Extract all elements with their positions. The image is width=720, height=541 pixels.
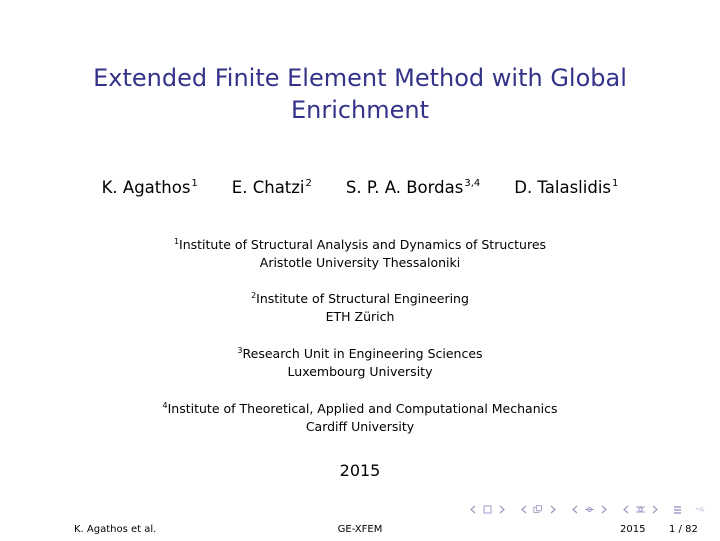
author: D. Talaslidis$^1$	[514, 178, 619, 197]
footer-date: 2015	[620, 524, 646, 535]
presentation-year: 2015	[339, 461, 381, 480]
nav-search-icon[interactable]	[695, 504, 706, 515]
affiliation: $^3$Research Unit in Engineering Sciences Luxembourg University	[237, 346, 483, 379]
nav-first-icon[interactable]	[468, 504, 479, 515]
slide-footer	[0, 518, 720, 541]
footer-author: K. Agathos et al.	[74, 524, 157, 535]
slide-title: Extended Finite Element Method with Global Enrichment	[93, 64, 627, 124]
nav-align-icon[interactable]	[672, 504, 683, 515]
nav-next-icon[interactable]	[519, 504, 530, 515]
nav-subsection-icon[interactable]	[584, 504, 595, 515]
nav-subsection-next-icon[interactable]	[598, 504, 609, 515]
nav-frame-icon[interactable]	[496, 504, 507, 515]
author: S. P. A. Bordas$^{3,4}$	[345, 178, 481, 197]
author: K. Agathos$^1$	[101, 178, 198, 197]
nav-frame-stack-icon[interactable]	[533, 504, 544, 515]
affiliation: $^1$Institute of Structural Analysis and Dynamics of Structures Aristotle University Thessaloniki	[173, 237, 547, 270]
affiliation: $^4$Institute of Theoretical, Applied and Computational Mechanics Cardiff University	[162, 401, 558, 434]
author: E. Chatzi$^2$	[231, 178, 312, 197]
nav-section-next-icon[interactable]	[649, 504, 660, 515]
footer-short-title: GE-XFEM	[337, 524, 383, 535]
nav-section-prev-icon[interactable]	[621, 504, 632, 515]
nav-subsection-prev-icon[interactable]	[570, 504, 581, 515]
author-list	[0, 178, 720, 197]
footer-page-number: 1 / 82	[669, 524, 698, 535]
beamer-navigation	[468, 504, 706, 515]
affiliation: $^2$Institute of Structural Engineering ETH Zürich	[251, 291, 469, 324]
nav-frame-next-icon[interactable]	[547, 504, 558, 515]
nav-section-icon[interactable]	[635, 504, 646, 515]
nav-prev-icon[interactable]	[482, 504, 493, 515]
